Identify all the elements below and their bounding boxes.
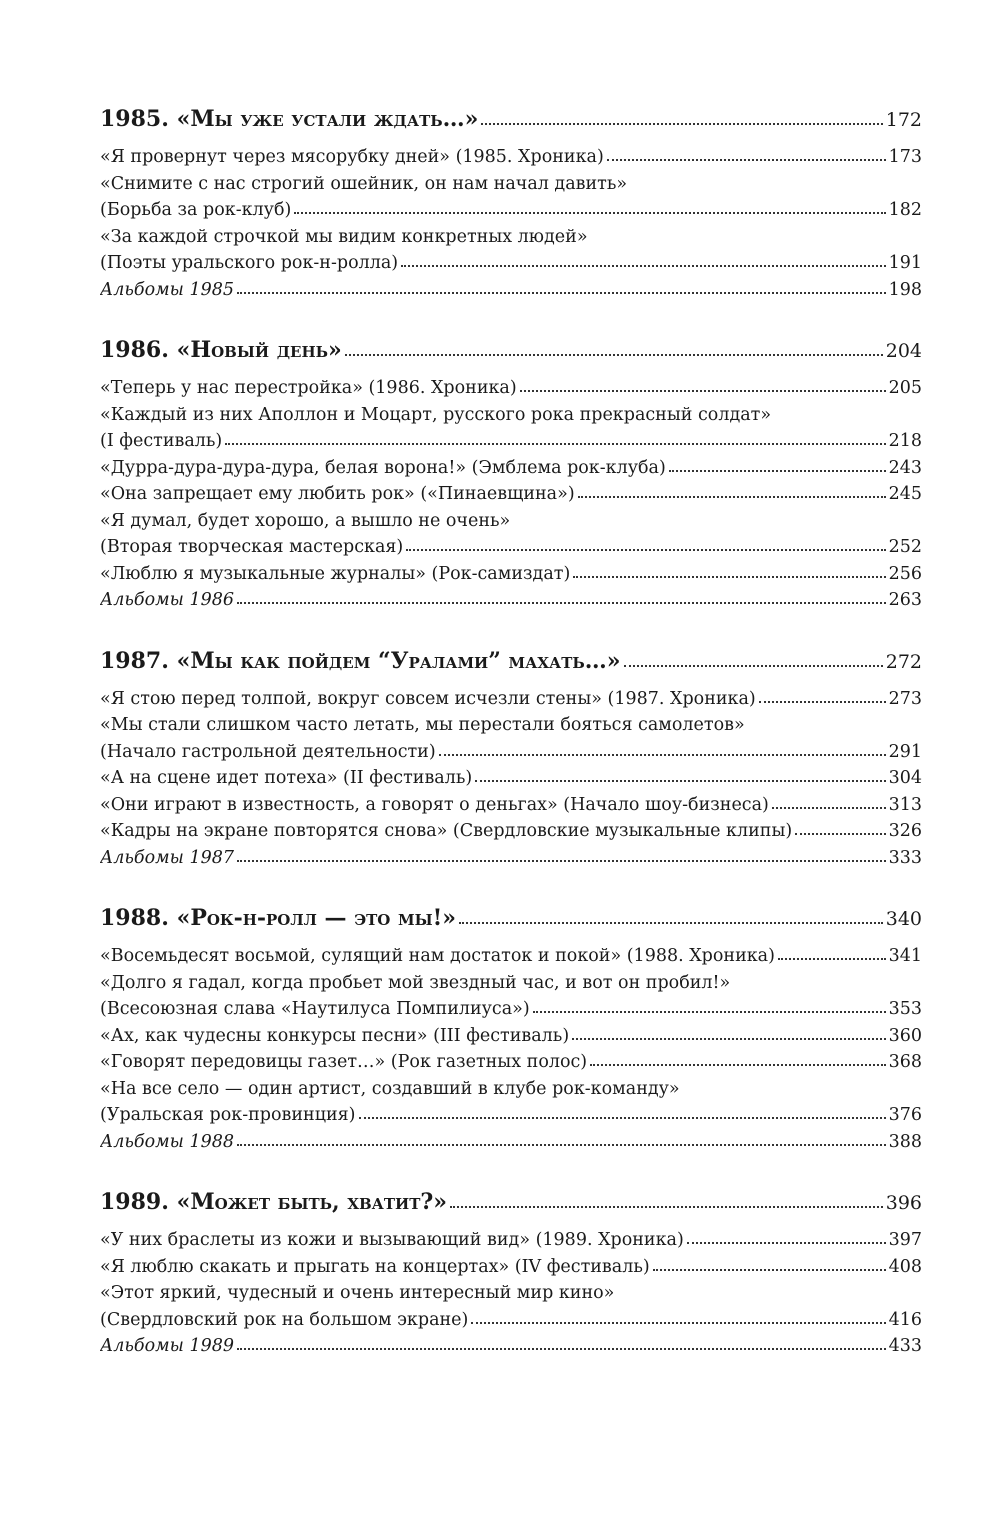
leader-dots: [439, 754, 886, 756]
page-number: 416: [888, 1309, 922, 1330]
albums-entry[interactable]: [100, 1129, 922, 1156]
leader-dots: [459, 922, 883, 924]
section-heading-title: [100, 1187, 447, 1217]
entry-title: «Долго я гадал, когда пробьет мой звездный час, и вот он пробил!»: [100, 972, 731, 993]
entry-title: «Снимите с нас строгий ошейник, он нам начал давить»: [100, 173, 628, 194]
entry-line: [100, 1280, 922, 1307]
leader-dots: [607, 159, 886, 161]
entry-line: [100, 224, 922, 251]
toc-entry[interactable]: [100, 144, 922, 171]
page-number: 368: [888, 1052, 922, 1072]
entry-line-with-page: [100, 792, 922, 819]
page-number: 326: [888, 821, 922, 841]
toc-section: [100, 1187, 922, 1360]
albums-entry[interactable]: [100, 845, 922, 872]
entry-line-with-page: [100, 375, 922, 402]
section-heading[interactable]: [100, 104, 922, 134]
toc-entry[interactable]: [100, 818, 922, 845]
leader-dots: [578, 496, 886, 498]
toc-entry[interactable]: [100, 943, 922, 970]
entry-line-with-page: [100, 534, 922, 561]
page-number: 204: [885, 340, 922, 362]
entry-title: Альбомы 1988: [100, 1131, 235, 1152]
toc-entry[interactable]: [100, 508, 922, 561]
section-heading-title: [100, 104, 478, 134]
leader-dots: [225, 443, 885, 445]
leader-dots: [590, 1064, 885, 1066]
section-title: «Мы как пойдем “Уралами” махать…»: [176, 647, 621, 674]
section-year: 1988.: [100, 905, 169, 931]
section-year: 1985.: [100, 106, 169, 132]
leader-dots: [237, 602, 886, 604]
entry-title: «Люблю я музыкальные журналы» (Рок-самиздат): [100, 563, 571, 584]
albums-entry[interactable]: [100, 1333, 922, 1360]
page-number: 245: [888, 484, 922, 504]
leader-dots: [795, 833, 885, 835]
section-heading[interactable]: [100, 1187, 922, 1217]
leader-dots: [237, 292, 886, 294]
entry-title: «А на сцене идет потеха» (II фестиваль): [100, 768, 473, 788]
page-number: 243: [888, 457, 922, 478]
entry-title: (Вторая творческая мастерская): [100, 537, 404, 557]
section-title: «Новый день»: [176, 337, 342, 363]
entry-line-with-page: [100, 943, 922, 970]
entry-line-with-page: [100, 765, 922, 792]
entry-title: Альбомы 1985: [100, 279, 235, 300]
toc-entry[interactable]: [100, 686, 922, 713]
page-number: 256: [888, 563, 922, 584]
leader-dots: [653, 1269, 886, 1271]
leader-dots: [772, 807, 886, 809]
page-number: 313: [888, 794, 922, 815]
entry-title: «Дурра-дура-дура-дура, белая ворона!» (Эмблема рок-клуба): [100, 457, 666, 478]
section-year: 1986.: [100, 337, 169, 363]
page-number: 376: [888, 1105, 922, 1125]
entry-title: «Я думал, будет хорошо, а вышло не очень»: [100, 510, 511, 531]
page-number: 304: [888, 768, 922, 788]
page-number: 172: [885, 109, 922, 131]
section-heading-title: [100, 335, 342, 365]
page-number: 360: [888, 1025, 922, 1046]
leader-dots: [687, 1242, 886, 1244]
entry-title: Альбомы 1986: [100, 590, 235, 610]
toc-entry[interactable]: [100, 481, 922, 508]
page-number: 182: [888, 200, 922, 220]
leader-dots: [345, 354, 883, 356]
entry-title: «Я стою перед толпой, вокруг совсем исчезли стены» (1987. Хроника): [100, 688, 756, 709]
entry-line: [100, 171, 922, 198]
page-number: 272: [885, 650, 922, 673]
page-number: 205: [888, 378, 922, 398]
entry-title: (Борьба за рок-клуб): [100, 200, 292, 220]
entry-line-with-page: [100, 686, 922, 713]
albums-entry[interactable]: [100, 277, 922, 304]
section-title: «Мы уже устали ждать…»: [176, 106, 479, 132]
entry-line-with-page: [100, 587, 922, 614]
section-heading[interactable]: [100, 646, 922, 676]
entry-title: «Они играют в известность, а говорят о деньгах» (Начало шоу-бизнеса): [100, 794, 769, 815]
entry-title: «Я люблю скакать и прыгать на концертах» (IV фестиваль): [100, 1256, 650, 1277]
toc-entry[interactable]: [100, 970, 922, 1023]
toc-entry[interactable]: [100, 712, 922, 765]
entry-title: «Восемьдесят восьмой, сулящий нам достаток и покой» (1988. Хроника): [100, 946, 775, 966]
page-number: 263: [888, 590, 922, 610]
entry-title: Альбомы 1989: [100, 1336, 235, 1356]
entry-title: (Поэты уральского рок-н-ролла): [100, 253, 399, 273]
entry-title: (Начало гастрольной деятельности): [100, 741, 436, 762]
entry-title: «Теперь у нас перестройка» (1986. Хроника): [100, 378, 517, 398]
toc-entry[interactable]: [100, 1076, 922, 1129]
entry-title: «Ах, как чудесны конкурсы песни» (III фестиваль): [100, 1025, 570, 1046]
leader-dots: [759, 701, 886, 703]
entry-title: «Каждый из них Аполлон и Моцарт, русского рока прекрасный солдат»: [100, 404, 772, 425]
page-number: 433: [888, 1336, 922, 1356]
entry-line: [100, 508, 922, 535]
entry-line: [100, 970, 922, 997]
toc-entry[interactable]: [100, 765, 922, 792]
entry-title: «Этот яркий, чудесный и очень интересный мир кино»: [100, 1283, 615, 1303]
section-heading[interactable]: [100, 903, 922, 933]
page-number: 173: [888, 147, 922, 167]
toc-section: [100, 903, 922, 1155]
section-title: «Может быть, хватит?»: [176, 1189, 448, 1215]
page-number: 333: [888, 847, 922, 868]
entry-line-with-page: [100, 1129, 922, 1156]
toc-section: [100, 335, 922, 614]
page-number: 218: [888, 431, 922, 451]
leader-dots: [573, 576, 885, 578]
entry-line-with-page: [100, 455, 922, 482]
leader-dots: [669, 470, 886, 472]
entry-line-with-page: [100, 1023, 922, 1050]
leader-dots: [359, 1117, 886, 1119]
leader-dots: [778, 958, 886, 960]
toc-entry[interactable]: [100, 561, 922, 588]
entry-line-with-page: [100, 561, 922, 588]
page-number: 408: [888, 1256, 922, 1277]
toc-entry[interactable]: [100, 792, 922, 819]
section-year: 1987.: [100, 647, 169, 674]
section-heading-title: [100, 646, 621, 676]
page-number: 198: [888, 279, 922, 300]
leader-dots: [520, 390, 886, 392]
leader-dots: [475, 780, 885, 782]
section-heading-title: [100, 903, 456, 933]
entry-line-with-page: [100, 250, 922, 277]
table-of-contents: [100, 104, 922, 1392]
entry-title: (Уральская рок-провинция): [100, 1105, 356, 1125]
entry-line-with-page: [100, 428, 922, 455]
toc-entry[interactable]: [100, 375, 922, 402]
leader-dots: [401, 265, 885, 267]
entry-line: [100, 402, 922, 429]
entry-line-with-page: [100, 739, 922, 766]
section-title: «Рок-н-ролл — это мы!»: [176, 905, 457, 931]
toc-entry[interactable]: [100, 1227, 922, 1254]
page-number: 273: [888, 688, 922, 709]
entry-line-with-page: [100, 818, 922, 845]
toc-entry[interactable]: [100, 171, 922, 224]
entry-line: [100, 1076, 922, 1103]
toc-entry[interactable]: [100, 1254, 922, 1281]
albums-entry[interactable]: [100, 587, 922, 614]
toc-entry[interactable]: [100, 224, 922, 277]
entry-title: «Я провернут через мясорубку дней» (1985. Хроника): [100, 147, 604, 167]
entry-title: «Кадры на экране повторятся снова» (Свердловские музыкальные клипы): [100, 821, 793, 841]
entry-title: «Говорят передовицы газет…» (Рок газетных полос): [100, 1052, 588, 1072]
leader-dots: [294, 212, 885, 214]
entry-line-with-page: [100, 481, 922, 508]
entry-line: [100, 712, 922, 739]
toc-section: [100, 104, 922, 303]
entry-line-with-page: [100, 144, 922, 171]
entry-line-with-page: [100, 1227, 922, 1254]
entry-title: «За каждой строчкой мы видим конкретных людей»: [100, 226, 588, 247]
entry-title: (I фестиваль): [100, 431, 223, 451]
leader-dots: [237, 1144, 886, 1146]
entry-title: «Мы стали слишком часто летать, мы перестали бояться самолетов»: [100, 715, 745, 735]
leader-dots: [471, 1322, 885, 1324]
leader-dots: [237, 860, 886, 862]
toc-entry[interactable]: [100, 402, 922, 455]
leader-dots: [572, 1038, 885, 1040]
entry-title: «На все село — один артист, создавший в клубе рок-команду»: [100, 1078, 680, 1099]
entry-line-with-page: [100, 1307, 922, 1334]
page-number: 397: [888, 1230, 922, 1250]
page-number: 396: [885, 1192, 922, 1214]
leader-dots: [450, 1206, 883, 1208]
entry-line-with-page: [100, 277, 922, 304]
leader-dots: [533, 1011, 886, 1013]
toc-section: [100, 646, 922, 872]
entry-title: «Она запрещает ему любить рок» («Пинаевщина»): [100, 484, 575, 504]
page-number: 191: [888, 253, 922, 273]
page-number: 353: [888, 999, 922, 1019]
toc-entry[interactable]: [100, 455, 922, 482]
leader-dots: [406, 549, 885, 551]
entry-title: (Всесоюзная слава «Наутилуса Помпилиуса»): [100, 999, 530, 1019]
page-number: 252: [888, 537, 922, 557]
page-number: 341: [888, 946, 922, 966]
entry-title: Альбомы 1987: [100, 847, 235, 868]
toc-entry[interactable]: [100, 1049, 922, 1076]
leader-dots: [481, 123, 882, 125]
page-number: 291: [888, 741, 922, 762]
toc-entry[interactable]: [100, 1280, 922, 1333]
page-number: 388: [888, 1131, 922, 1152]
entry-line-with-page: [100, 197, 922, 224]
entry-line-with-page: [100, 845, 922, 872]
entry-line-with-page: [100, 996, 922, 1023]
entry-line-with-page: [100, 1254, 922, 1281]
section-year: 1989.: [100, 1189, 169, 1215]
leader-dots: [237, 1348, 886, 1350]
toc-entry[interactable]: [100, 1023, 922, 1050]
entry-line-with-page: [100, 1049, 922, 1076]
entry-title: (Свердловский рок на большом экране): [100, 1309, 469, 1330]
page-number: 340: [885, 908, 922, 930]
leader-dots: [624, 665, 883, 667]
entry-line-with-page: [100, 1102, 922, 1129]
section-heading[interactable]: [100, 335, 922, 365]
entry-title: «У них браслеты из кожи и вызывающий вид» (1989. Хроника): [100, 1230, 684, 1250]
entry-line-with-page: [100, 1333, 922, 1360]
